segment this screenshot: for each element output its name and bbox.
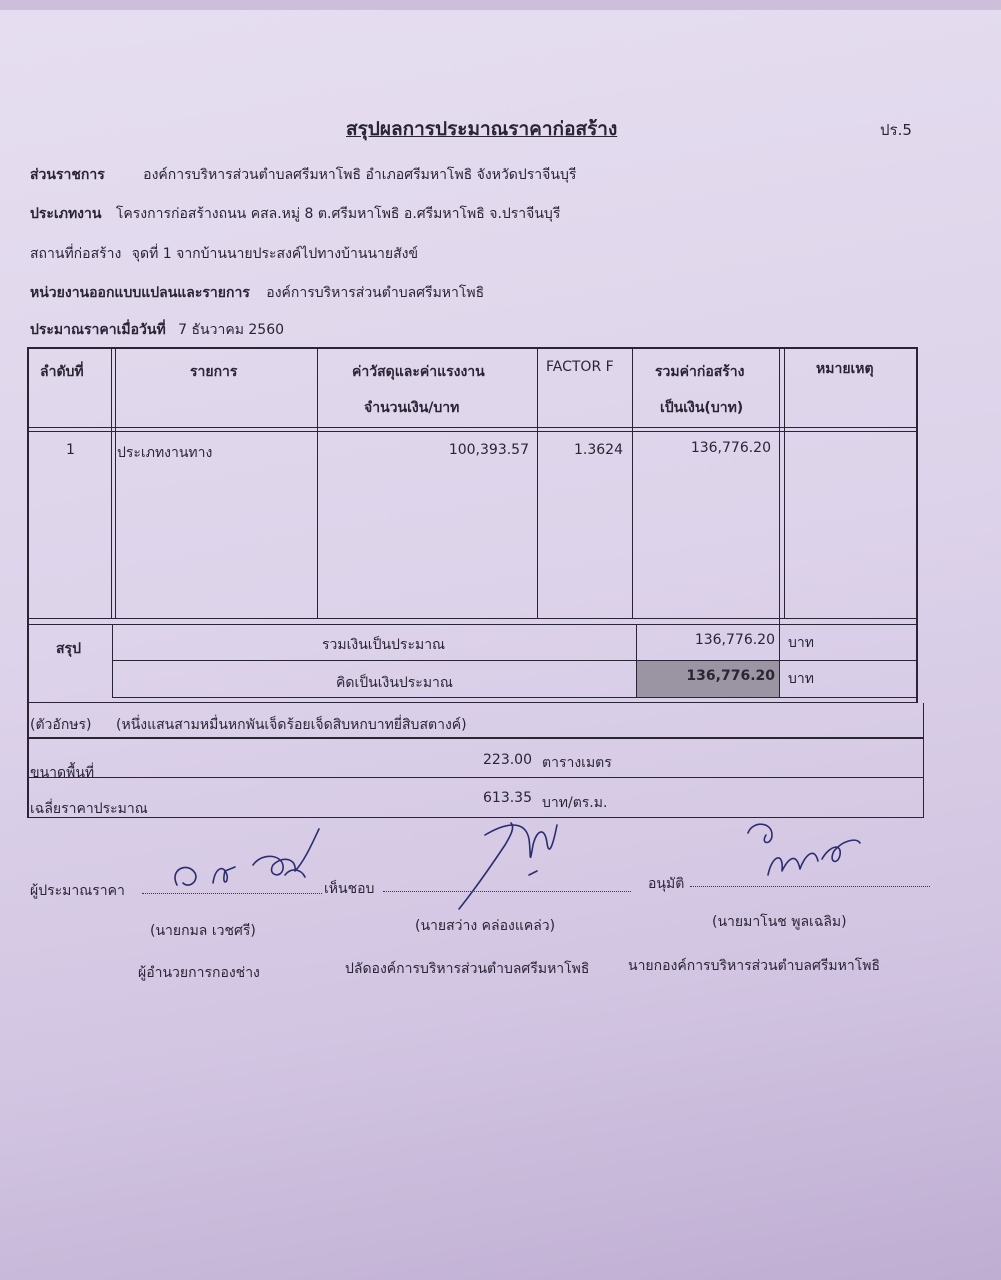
site-value: จุดที่ 1 จากบ้านนายประสงค์ไปทางบ้านนายสังข์ bbox=[131, 246, 419, 262]
area-value: 223.00 bbox=[483, 752, 532, 768]
estimator-name: (นายกมล เวชศรี) bbox=[150, 923, 256, 939]
row-factor: 1.3624 bbox=[574, 442, 623, 458]
agree-signature bbox=[445, 805, 575, 915]
date-label: ประมาณราคาเมื่อวันที่ bbox=[30, 322, 166, 338]
approx-unit: บาท bbox=[788, 671, 814, 687]
approve-dotted-line bbox=[690, 886, 930, 887]
col-line-1-double bbox=[115, 347, 116, 619]
table-right-border bbox=[916, 347, 918, 703]
approve-name: (นายมาโนช พูลเฉลิม) bbox=[712, 914, 847, 930]
col-header-remark: หมายเหตุ bbox=[816, 361, 874, 377]
designer-value: องค์การบริหารส่วนตำบลศรีมหาโพธิ bbox=[266, 285, 485, 301]
col-header-factor: FACTOR F bbox=[546, 359, 614, 375]
avg-label: เฉลี่ยราคาประมาณ bbox=[30, 801, 148, 817]
row-no: 1 bbox=[66, 442, 75, 458]
summary-row-divider bbox=[112, 660, 917, 661]
area-unit: ตารางเมตร bbox=[542, 755, 612, 771]
in-words-label: (ตัวอักษร) bbox=[30, 717, 92, 733]
work-type-label: ประเภทงาน bbox=[30, 206, 102, 222]
agency-value: องค์การบริหารส่วนตำบลศรีมหาโพธิ อำเภอศรีมหาโพธิ จังหวัดปราจีนบุรี bbox=[143, 167, 577, 183]
row-total: 136,776.20 bbox=[690, 440, 771, 456]
agency-label: ส่วนราชการ bbox=[30, 167, 105, 183]
date-value: 7 ธันวาคม 2560 bbox=[178, 322, 285, 338]
summary-left-inner bbox=[112, 624, 113, 698]
col-line-3 bbox=[537, 347, 538, 619]
in-words-value: (หนึ่งแสนสามหมื่นหกพันเจ็ดร้อยเจ็ดสิบหกบาทยี่สิบสตางค์) bbox=[116, 717, 467, 733]
approx-label: คิดเป็นเงินประมาณ bbox=[336, 675, 453, 691]
site-label: สถานที่ก่อสร้าง bbox=[30, 246, 122, 262]
designer-label: หน่วยงานออกแบบแปลนและรายการ bbox=[30, 285, 250, 301]
summary-bottom bbox=[27, 702, 917, 703]
sum-unit: บาท bbox=[788, 635, 814, 651]
page-top-edge bbox=[0, 0, 1001, 10]
table-body-bottom-double bbox=[27, 624, 917, 625]
table-left-border bbox=[27, 347, 29, 818]
summary-label: สรุป bbox=[56, 641, 81, 657]
col-header-no: ลำดับที่ bbox=[40, 364, 84, 380]
sum-label: รวมเงินเป็นประมาณ bbox=[322, 637, 446, 653]
work-type-value: โครงการก่อสร้างถนน คสล.หมู่ 8 ต.ศรีมหาโพธิ อ.ศรีมหาโพธิ จ.ปราจีนบุรี bbox=[115, 206, 561, 222]
area-label: ขนาดพื้นที่ bbox=[30, 765, 95, 781]
approve-signature bbox=[738, 815, 868, 885]
col-line-1 bbox=[111, 347, 112, 619]
agree-label: เห็นชอบ bbox=[324, 881, 375, 897]
row-cost: 100,393.57 bbox=[448, 442, 529, 458]
estimator-signature bbox=[165, 825, 340, 900]
site-row bbox=[30, 243, 418, 265]
sum-value: 136,776.20 bbox=[694, 632, 775, 648]
estimator-position: ผู้อำนวยการกองช่าง bbox=[138, 965, 260, 981]
approve-label: อนุมัติ bbox=[648, 876, 685, 892]
date-row bbox=[30, 319, 284, 341]
words-bottom bbox=[27, 737, 924, 739]
col-line-5 bbox=[779, 347, 780, 698]
col-line-4 bbox=[632, 347, 633, 619]
lower-right-border bbox=[923, 703, 924, 818]
document-title: สรุปผลการประมาณราคาก่อสร้าง bbox=[346, 118, 618, 140]
avg-value: 613.35 bbox=[483, 790, 532, 806]
approve-position: นายกองค์การบริหารส่วนตำบลศรีมหาโพธิ bbox=[628, 958, 881, 974]
col-header-cost-2: จำนวนเงิน/บาท bbox=[364, 400, 460, 416]
agree-name: (นายสว่าง คล่องแคล่ว) bbox=[415, 918, 556, 934]
col-header-total-1: รวมค่าก่อสร้าง bbox=[655, 364, 745, 380]
approx-value: 136,776.20 bbox=[686, 668, 775, 684]
col-header-item: รายการ bbox=[190, 364, 238, 380]
avg-unit: บาท/ตร.ม. bbox=[542, 795, 608, 811]
summary-bottom-inner bbox=[112, 697, 917, 698]
agency-row bbox=[30, 164, 576, 186]
col-line-5-double bbox=[784, 347, 785, 619]
row-item: ประเภทงานทาง bbox=[117, 445, 213, 461]
area-bottom bbox=[27, 777, 924, 778]
col-line-2 bbox=[317, 347, 318, 619]
work-type-row bbox=[30, 203, 560, 225]
agree-position: ปลัดองค์การบริหารส่วนตำบลศรีมหาโพธิ bbox=[345, 961, 590, 977]
col-header-total-2: เป็นเงิน(บาท) bbox=[660, 400, 744, 416]
form-number: ปร.5 bbox=[880, 121, 912, 139]
estimator-label: ผู้ประมาณราคา bbox=[30, 883, 125, 899]
designer-row bbox=[30, 282, 484, 304]
col-header-cost-1: ค่าวัสดุและค่าแรงงาน bbox=[352, 364, 485, 380]
